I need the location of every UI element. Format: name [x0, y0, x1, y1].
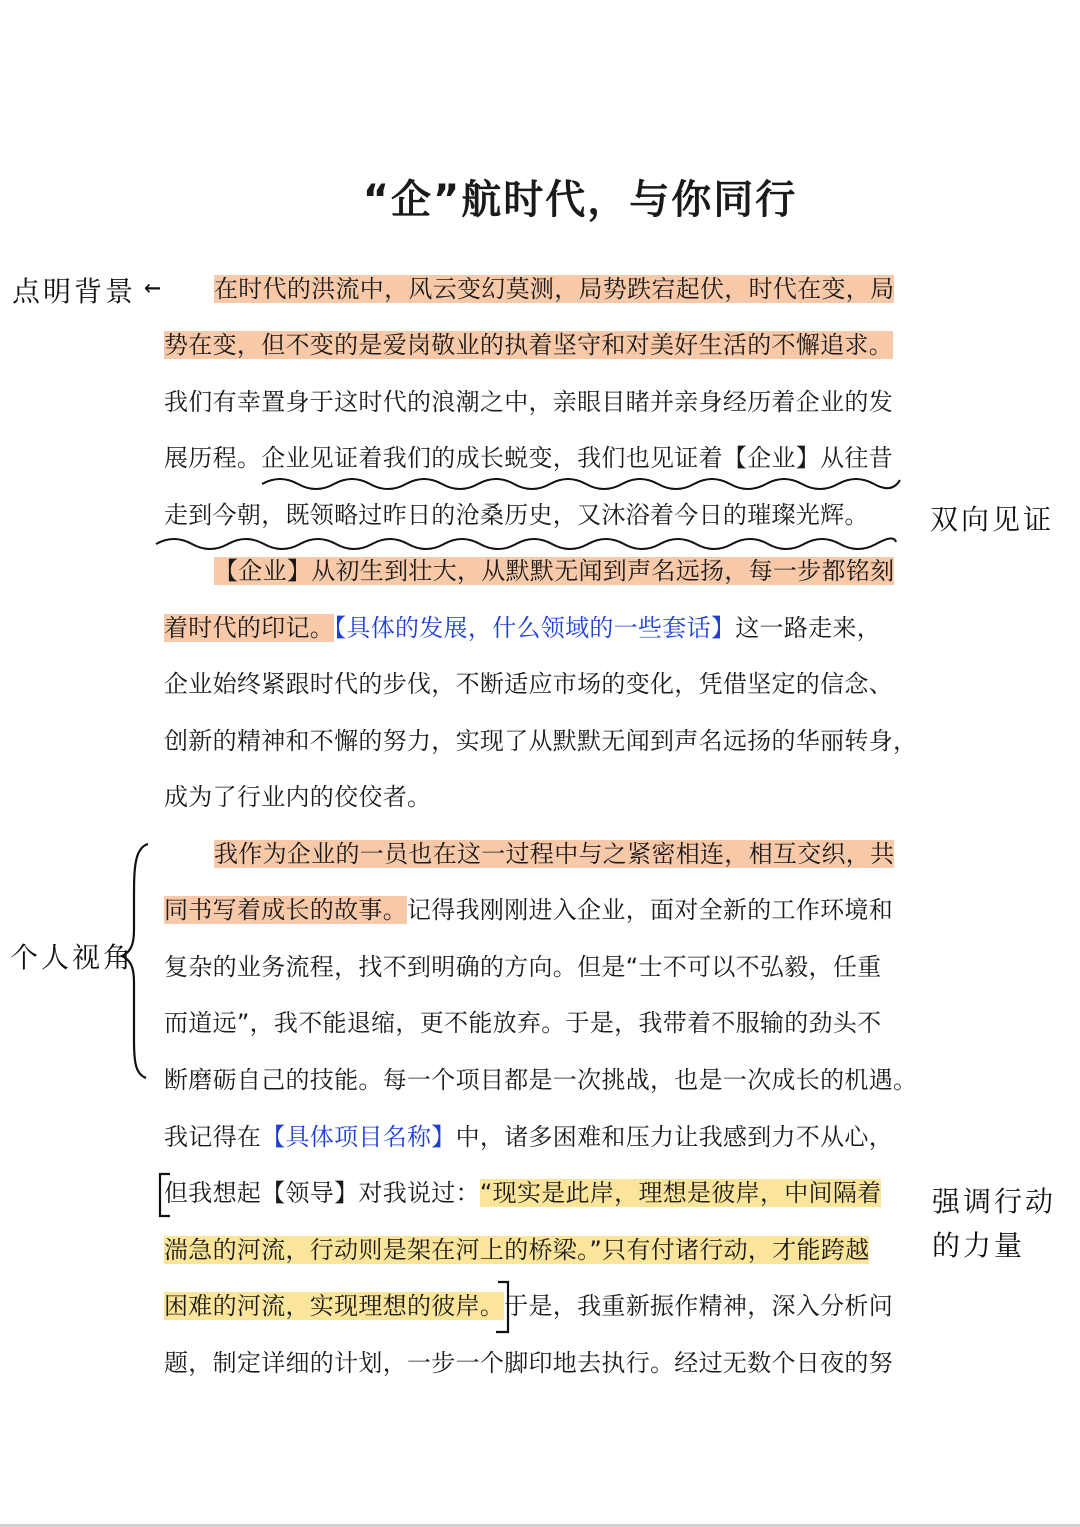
highlighted-text: 在时代的洪流中，风云变幻莫测，局势跌宕起伏，时代在变，局 [214, 275, 895, 303]
placeholder-text: 【具体项目名称】 [261, 1123, 456, 1151]
text-line [214, 837, 894, 871]
highlighted-text: 【企业】从初生到壮大，从默默无闻到声名远扬，每一步都铭刻 [214, 557, 895, 585]
text-line [214, 272, 894, 306]
highlighted-quote: 湍急的河流，行动则是架在河上的桥梁。”只有付诸行动，才能跨越 [164, 1236, 870, 1264]
text-line [164, 1233, 869, 1267]
text-line: 展历程。企业见证着我们的成长蜕变，我们也见证着【企业】从往昔 [164, 444, 894, 472]
text-line: 题，制定详细的计划，一步一个脚印地去执行。经过无数个日夜的努 [164, 1349, 893, 1377]
annotation-action-line1: 强调行动 [932, 1185, 1057, 1218]
document-title: “企”航时代，与你同行 [362, 177, 798, 223]
highlighted-quote: “现实是此岸，理想是彼岸，中间隔着 [479, 1179, 882, 1207]
wavy-underline [156, 538, 896, 549]
highlighted-text: 着时代的印记。 [164, 614, 335, 642]
wavy-underline [262, 479, 900, 489]
annotation-action-line2: 的力量 [932, 1229, 1026, 1262]
text-line: 但我想起【领导】对我说过：“现实是此岸，理想是彼岸，中间隔着 [164, 1179, 882, 1207]
text-line: 同书写着成长的故事。记得我刚刚进入企业，面对全新的工作环境和 [164, 896, 893, 924]
highlighted-text: 势在变，但不变的是爱岗敬业的执着坚守和对美好生活的不懈追求。 [164, 331, 893, 359]
text-line [214, 554, 894, 588]
text-line: 困难的河流，实现理想的彼岸。于是，我重新振作精神，深入分析问 [164, 1292, 894, 1320]
text-line: 创新的精神和不懈的努力，实现了从默默无闻到声名远扬的华丽转身， [164, 727, 918, 755]
text-line: 断磨砺自己的技能。每一个项目都是一次挑战，也是一次成长的机遇。 [164, 1066, 918, 1094]
text-line: 而道远”，我不能退缩，更不能放弃。于是，我带着不服输的劲头不 [164, 1009, 882, 1037]
annotation-background: 点明背景 [12, 275, 137, 308]
text-line: 复杂的业务流程，找不到明确的方向。但是“士不可以不弘毅，任重 [164, 953, 882, 981]
highlighted-text: 我作为企业的一员也在这一过程中与之紧密相连，相互交织，共 [214, 840, 895, 868]
text-line: 走到今朝，既领略过昨日的沧桑历史，又沐浴着今日的璀璨光辉。 [164, 501, 869, 529]
text-line [164, 328, 893, 362]
text-line: 我记得在【具体项目名称】中，诸多困难和压力让我感到力不从心， [164, 1123, 894, 1151]
highlighted-quote: 困难的河流，实现理想的彼岸。 [164, 1292, 505, 1320]
text-line: 着时代的印记。【具体的发展，什么领域的一些套话】这一路走来， [164, 614, 882, 642]
arrow-left-icon: ← [144, 270, 164, 303]
annotation-personal-view: 个人视角 [10, 941, 135, 974]
text-line: 成为了行业内的佼佼者。 [164, 783, 432, 811]
highlighted-text: 同书写着成长的故事。 [164, 896, 407, 924]
text-line: 企业始终紧跟时代的步伐，不断适应市场的变化，凭借坚定的信念、 [164, 670, 893, 698]
annotation-mutual-witness: 双向见证 [930, 503, 1055, 536]
placeholder-text: 【具体的发展，什么领域的一些套话】 [334, 614, 736, 642]
text-line: 我们有幸置身于这时代的浪潮之中，亲眼目睹并亲身经历着企业的发 [164, 388, 893, 416]
underlined-text: 企业见证着我们的成长蜕变，我们也见证着【企业】从往昔 [261, 444, 894, 472]
